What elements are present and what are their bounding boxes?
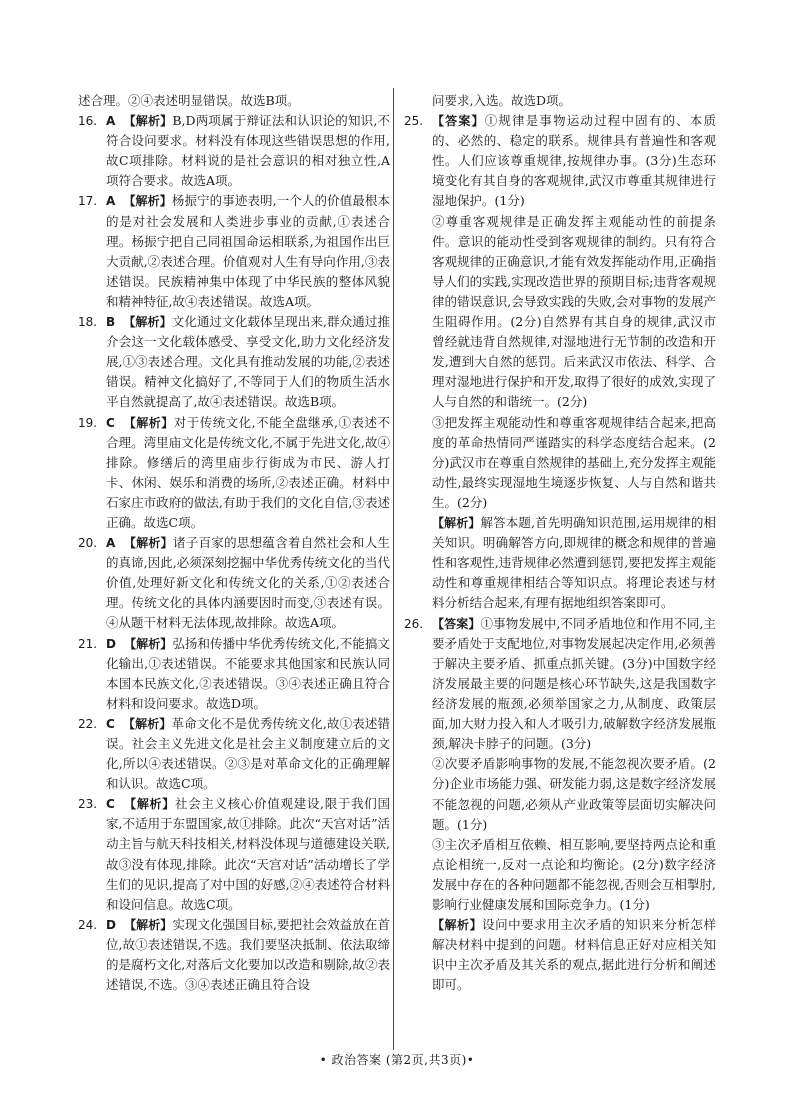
question-number: 16. xyxy=(78,114,98,129)
analysis-paragraph xyxy=(404,513,716,613)
answer-letter: B xyxy=(106,315,116,330)
right-column-lead: 问要求,入选。故选D项。 xyxy=(432,93,571,108)
question-body xyxy=(106,111,390,191)
question-number: 24. xyxy=(78,917,98,932)
question-body xyxy=(106,714,390,794)
analysis-tag: 【解析】 xyxy=(432,918,483,933)
right-column xyxy=(404,91,716,996)
question-body xyxy=(106,413,390,534)
left-column xyxy=(78,91,390,995)
answer-letter: D xyxy=(106,917,116,932)
question-26 xyxy=(404,614,716,996)
answer-tag: 【答案】 xyxy=(432,616,481,631)
question-number: 18. xyxy=(78,315,98,330)
question-number: 19. xyxy=(78,415,98,430)
answer-letter: A xyxy=(106,194,116,209)
answer-spacer xyxy=(115,716,123,731)
question-20 xyxy=(78,533,390,633)
question-17 xyxy=(78,191,390,312)
answer-paragraph-2: ②次要矛盾影响事物的发展,不能忽视次要矛盾。(2分)企业市场能力强、研发能力弱,这是数字经济发展不能忽视的问题,必须从产业政策等层面切实解决问题。(1分) xyxy=(432,756,716,832)
answer-paragraph-2: ②尊重客观规律是正确发挥主观能动性的前提条件。意识的能动性受到客观规律的制约。只有符合客观规律的正确意识,才能有效发挥能动作用,正确指导人们的实践,实现改造世界的预期目标;违背客观规律的错误意识,会导致实践的失败,会对事物的发展产生阻碍作用。(2分)自然界有其自身的规律,武汉市曾经就违背自然规律,对湿地进行无节制的改造和开发,遭到大自然的惩罚。后来武汉市依法、科学、合理对湿地进行保护和开发,取得了很好的成效,实现了人与自然的和谐统一。(2分) xyxy=(432,213,716,410)
question-22 xyxy=(78,714,390,794)
question-25 xyxy=(404,111,716,613)
answer-spacer xyxy=(115,415,124,430)
question-body xyxy=(106,191,390,312)
analysis-text: 设问中要求用主次矛盾的知识来分析怎样解决材料中提到的问题。材料信息正好对应相关知识中主次矛盾及其关系的观点,据此进行分析和阐述即可。 xyxy=(432,917,716,993)
answer-letter: A xyxy=(106,536,116,551)
analysis-text: B,D两项属于辩证法和认识论的知识,不符合设问要求。材料没有体现这些错误思想的作用,故C项排除。材料说的是社会意识的相对独立性,A项符合要求。故选A项。 xyxy=(106,113,390,189)
analysis-tag: 【解析】 xyxy=(123,315,172,330)
question-body xyxy=(106,312,390,412)
page-footer: • 政治答案 (第2页,共3页)• xyxy=(319,1053,475,1067)
analysis-tag: 【解析】 xyxy=(123,415,174,430)
answer-letter: C xyxy=(106,716,115,731)
analysis-tag: 【解析】 xyxy=(124,797,175,812)
analysis-tag: 【解析】 xyxy=(123,194,172,209)
answer-spacer xyxy=(116,636,124,651)
column-divider xyxy=(393,88,394,1050)
analysis-tag: 【解析】 xyxy=(123,114,173,129)
analysis-text: 对于传统文化,不能全盘继承,①表述不合理。湾里庙文化是传统文化,不属于先进文化,故④排除。修缮后的湾里庙步行街成为市民、游人打卡、休闲、娱乐和消费的场所,②表述正确。材料中石家庄市政府的做法,有助于我们的文化自信,③表述正确。故选C项。 xyxy=(106,414,390,530)
answer-letter: C xyxy=(106,797,115,812)
left-column-lead: 述合理。②④表述明显错误。故选B项。 xyxy=(78,93,300,108)
answer-spacer xyxy=(116,917,124,932)
answer-tag: 【答案】 xyxy=(432,114,485,129)
analysis-text: 社会主义核心价值观建设,限于我们国家,不适用于东盟国家,故①排除。此次“天宫对话”活动主旨与航天科技相关,材料没体现与道德建设关联,故③没有体现,排除。此次“天宫对话”活动增长了学生们的见识,提高了对中国的好感,②④表述符合材料和设问信息。故选C项。 xyxy=(106,796,390,912)
answer-letter: C xyxy=(106,415,115,430)
analysis-paragraph xyxy=(404,915,716,995)
analysis-tag: 【解析】 xyxy=(124,917,173,932)
analysis-tag: 【解析】 xyxy=(123,536,173,551)
question-body xyxy=(106,915,390,995)
question-number: 20. xyxy=(78,536,98,551)
answer-spacer xyxy=(115,535,124,550)
question-body xyxy=(106,634,390,714)
answer-letter: A xyxy=(106,114,116,129)
answer-paragraph-1: ①规律是事物运动过程中固有的、本质的、必然的、稳定的联系。规律具有普遍性和客观性。人们应该尊重规律,按规律办事。(3分)生态环境变化有其自身的客观规律,武汉市尊重其规律进行湿地保护。(1分) xyxy=(432,113,716,209)
analysis-text: 文化通过文化载体呈现出来,群众通过推介会这一文化载体感受、享受文化,助力文化经济发展,①③表述合理。文化具有推动发展的功能,②表述错误。精神文化搞好了,不等同于人们的物质生活水平自然就提高了,故④表述错误。故选B项。 xyxy=(106,314,390,410)
left-question-list xyxy=(78,111,390,995)
question-number: 23. xyxy=(78,797,98,812)
question-number: 26. xyxy=(404,616,424,631)
analysis-text: 杨振宁的事迹表明,一个人的价值最根本的是对社会发展和人类进步事业的贡献,①表述合理。杨振宁把自己同祖国命运相联系,为祖国作出巨大贡献,②表述合理。价值观对人生有导向作用,③表述错误。民族精神集中体现了中华民族的整体风貌和精神特征,故④表述错误。故选A项。 xyxy=(106,193,390,309)
question-18 xyxy=(78,312,390,412)
analysis-text: 革命文化不是优秀传统文化,故①表述错误。社会主义先进文化是社会主义制度建立后的文化,所以④表述错误。②③是对革命文化的正确理解和认识。故选C项。 xyxy=(106,715,390,792)
analysis-text: 弘扬和传播中华优秀传统文化,不能搞文化输出,①表述错误。不能要求其他国家和民族认同本国本民族文化,②表述错误。③④表述正确且符合材料和设问要求。故选D项。 xyxy=(106,635,390,711)
analysis-text: 解答本题,首先明确知识范围,运用规律的相关知识。明确解答方向,即规律的概念和规律的普遍性和客观性,违背规律必然遭到惩罚,要把发挥主观能动性和尊重规律相结合等知识点。将理论表述与材料分析结合起来,有理有据地组织答案即可。 xyxy=(432,514,716,611)
question-body xyxy=(106,794,390,915)
answer-letter: D xyxy=(106,636,116,651)
question-number: 25. xyxy=(404,114,424,129)
question-21 xyxy=(78,634,390,714)
answer-paragraph-3: ③主次矛盾相互依赖、相互影响,要坚持两点论和重点论相统一,反对一点论和均衡论。(2分)数字经济发展中存在的各种问题都不能忽视,否则会互相掣肘,影响行业健康发展和国际竞争力。(1分) xyxy=(432,836,716,913)
answer-spacer xyxy=(115,113,123,128)
analysis-text: 诸子百家的思想蕴含着自然社会和人生的真谛,因此,必须深刻挖掘中华优秀传统文化的当代价值,处理好新文化和传统文化的关系,①②表述合理。传统文化的具体内涵要因时而变,③表述有误。④从题干材料无法体现,故排除。故选A项。 xyxy=(106,535,390,631)
analysis-text: 实现文化强国目标,要把社会效益放在首位,故①表述错误,不选。我们要坚决抵制、依法取缔的是腐朽文化,对落后文化要加以改造和剔除,故②表述错误,不选。③④表述正确且符合设 xyxy=(106,916,390,993)
question-24 xyxy=(78,915,390,995)
question-23 xyxy=(78,794,390,915)
question-number: 17. xyxy=(78,194,98,209)
analysis-tag: 【解析】 xyxy=(124,636,173,651)
question-body xyxy=(106,533,390,633)
question-16 xyxy=(78,111,390,191)
answer-spacer xyxy=(115,796,124,811)
analysis-tag: 【解析】 xyxy=(432,515,481,530)
question-number: 21. xyxy=(78,636,98,651)
answer-paragraph-1: ①事物发展中,不同矛盾地位和作用不同,主要矛盾处于支配地位,对事物发展起决定作用,必须善于解决主要矛盾、抓重点抓关键。(3分)中国数字经济发展最主要的问题是核心环节缺失,这是我国数字经济发展的瓶颈,必须举国家之力,从制度、政策层面,加大财力投入和人才吸引力,破解数字经济发展瓶颈,解决卡脖子的问题。(3分) xyxy=(432,615,716,752)
question-19 xyxy=(78,413,390,534)
question-number: 22. xyxy=(78,716,98,731)
answer-paragraph-3: ③把发挥主观能动性和尊重客观规律结合起来,把高度的革命热情同严谨踏实的科学态度结合起来。(2分)武汉市在尊重自然规律的基础上,充分发挥主观能动性,最终实现湿地生境逐步恢复、人与自然和谐共生。(2分) xyxy=(432,414,716,510)
analysis-tag: 【解析】 xyxy=(123,716,172,731)
